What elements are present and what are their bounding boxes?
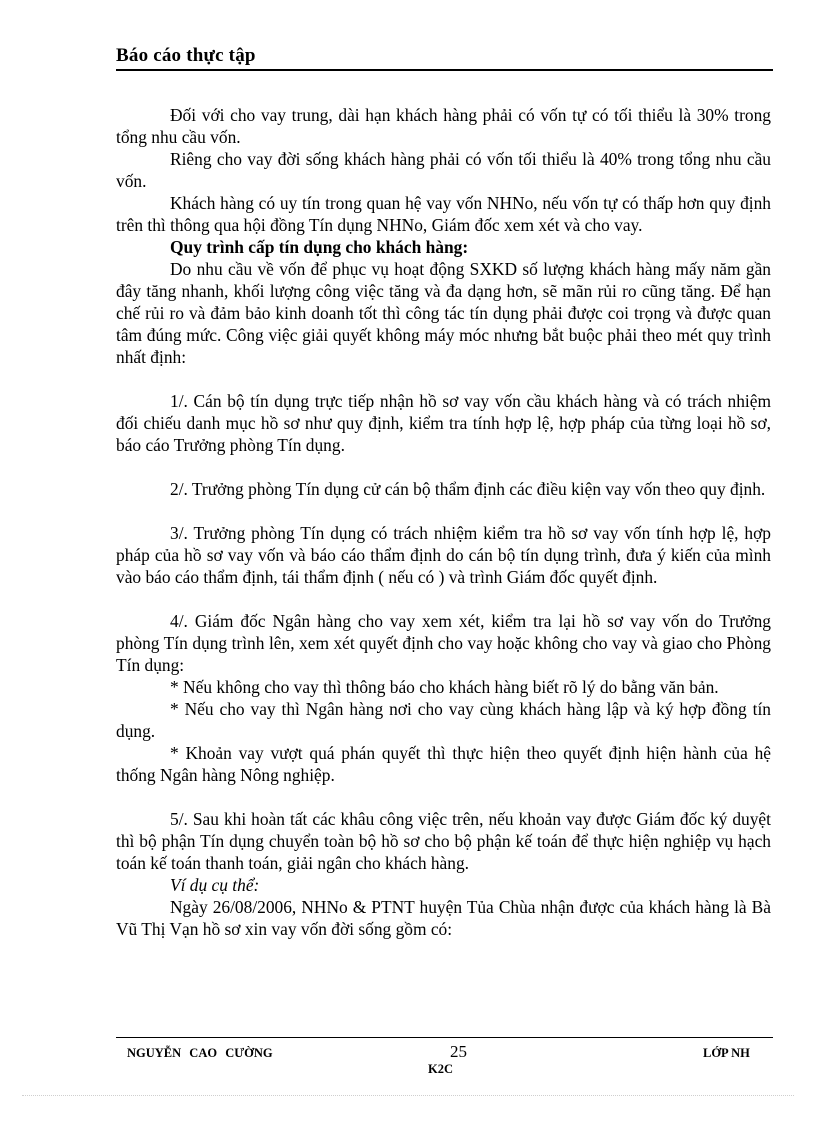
footer-author: NGUYỄN CAO CƯỜNG — [127, 1046, 273, 1060]
footer-class-label: LỚP NH — [703, 1046, 750, 1060]
process-step-5: 5/. Sau khi hoàn tất các khâu công việc trên, nếu khoản vay được Giám đốc ký duyệt thì bộ phận Tín dụng chuyển toàn bộ hồ sơ cho bộ phận kế toán để thực hiện nghiệp vụ hạch toán kế toán thanh toán, giải ngân cho khách hàng. — [116, 809, 771, 873]
bullet-exceeds-authority: * Khoản vay vượt quá phán quyết thì thực hiện theo quyết định hiện hành của hệ thống Ngân hàng Nông nghiệp. — [116, 743, 771, 785]
process-step-4: 4/. Giám đốc Ngân hàng cho vay xem xét, kiểm tra lại hồ sơ vay vốn do Trưởng phòng Tín dụng trình lên, xem xét quyết định cho vay hoặc không cho vay và giao cho Phòng Tín dụng: — [116, 611, 771, 675]
page-number: 25 — [450, 1042, 467, 1061]
document-body — [116, 104, 771, 940]
paragraph-medium-long-term-loan: Đối với cho vay trung, dài hạn khách hàng phải có vốn tự có tối thiểu là 30% trong tổng nhu cầu vốn. — [116, 105, 771, 147]
footer-class-sub: K2C — [428, 1062, 453, 1076]
section-heading-credit-process: Quy trình cấp tín dụng cho khách hàng: — [170, 237, 469, 257]
process-step-1: 1/. Cán bộ tín dụng trực tiếp nhận hồ sơ vay vốn cầu khách hàng và có trách nhiệm đối chiếu danh mục hồ sơ như quy định, kiểm tra tính hợp lệ, hợp pháp của từng loại hồ sơ, báo cáo Trưởng phòng Tín dụng. — [116, 391, 771, 455]
process-step-2: 2/. Trưởng phòng Tín dụng cử cán bộ thẩm định các điều kiện vay vốn theo quy định. — [170, 479, 766, 499]
process-step-3: 3/. Trưởng phòng Tín dụng có trách nhiệm kiểm tra hồ sơ vay vốn tính hợp lệ, hợp pháp của hồ sơ vay vốn và báo cáo thẩm định do cán bộ tín dụng trình, đưa ý kiến của mình vào báo cáo thẩm định, tái thẩm định ( nếu có ) và trình Giám đốc quyết định. — [116, 523, 771, 587]
footer-divider — [116, 1037, 773, 1038]
example-heading: Ví dụ cụ thể: — [170, 875, 260, 895]
page-bottom-edge — [22, 1095, 794, 1096]
bullet-no-loan: * Nếu không cho vay thì thông báo cho khách hàng biết rõ lý do bằng văn bản. — [170, 677, 719, 697]
page-header-title: Báo cáo thực tập — [116, 45, 256, 66]
header-divider — [116, 69, 773, 71]
paragraph-process-intro: Do nhu cầu về vốn để phục vụ hoạt động SXKD số lượng khách hàng mấy năm gần đây tăng nhanh, khối lượng công việc tăng và đa dạng hơn, sẽ mãn rủi ro cũng tăng. Để hạn chế rủi ro và đảm bảo kinh doanh tốt thì công tác tín dụng phải được coi trọng và được quan tâm đúng mức. Công việc giải quyết không máy móc nhưng bắt buộc phải theo mét quy trình nhất định: — [116, 259, 771, 367]
paragraph-reputable-customer: Khách hàng có uy tín trong quan hệ vay vốn NHNo, nếu vốn tự có thấp hơn quy định trên thì thông qua hội đồng Tín dụng NHNo, Giám đốc xem xét và cho vay. — [116, 193, 771, 235]
paragraph-example: Ngày 26/08/2006, NHNo & PTNT huyện Tủa Chùa nhận được của khách hàng là Bà Vũ Thị Vạn hồ sơ xin vay vốn đời sống gồm có: — [116, 897, 771, 939]
paragraph-consumer-loan: Riêng cho vay đời sống khách hàng phải có vốn tối thiểu là 40% trong tổng nhu cầu vốn. — [116, 149, 771, 191]
bullet-loan-approved: * Nếu cho vay thì Ngân hàng nơi cho vay cùng khách hàng lập và ký hợp đồng tín dụng. — [116, 699, 771, 741]
